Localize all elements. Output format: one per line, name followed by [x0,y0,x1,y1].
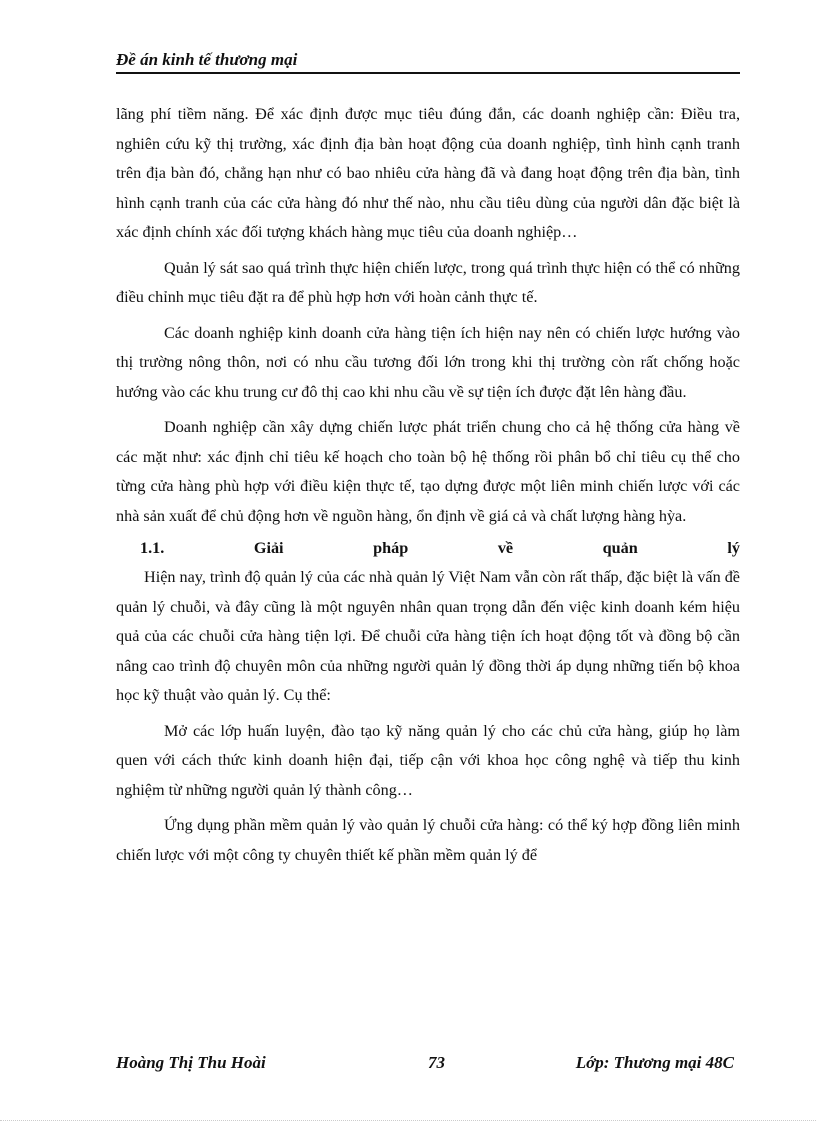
paragraph-7: Ứng dụng phần mềm quản lý vào quản lý chuỗi cửa hàng: có thể ký hợp đồng liên minh chiến lược với một công ty chuyên thiết kế phần mềm quản lý để [116,816,740,864]
page-header [116,50,740,74]
section-heading [116,533,740,563]
footer-page-number: 73 [428,1053,445,1072]
heading-word: lý [727,539,740,557]
section-number: 1.1. [140,539,165,557]
footer-class: Lớp: Thương mại 48C [575,1053,734,1072]
paragraph-3: Các doanh nghiệp kinh doanh cửa hàng tiện ích hiện nay nên có chiến lược hướng vào thị trường nông thôn, nơi có nhu cầu tương đối lớn trong khi thị trường còn rất chống hoặc hướng vào các khu trung cư đô thị cao khi nhu cầu về sự tiện ích được đặt lên hàng đầu. [116,323,740,401]
paragraph-1: lãng phí tiềm năng. Để xác định được mục tiêu đúng đắn, các doanh nghiệp cần: Điều tra, nghiên cứu kỹ thị trường, xác định địa bàn hoạt động của doanh nghiệp, tình hình cạnh tranh trên địa bàn đó, chẳng hạn như có bao nhiêu cửa hàng đã và đang hoạt động trên địa bàn, tình hình cạnh tranh của các cửa hàng đó như thế nào, nhu cầu tiêu dùng của người dân đặc biệt là xác định chính xác đối tượng khách hàng mục tiêu của doanh nghiệp… [116,105,740,241]
footer-author: Hoàng Thị Thu Hoài [116,1053,266,1072]
page-body [116,100,740,870]
paragraph-6: Mở các lớp huấn luyện, đào tạo kỹ năng quản lý cho các chủ cửa hàng, giúp họ làm quen với cách thức kinh doanh hiện đại, tiếp cận với khoa học công nghệ và tiếp thu kinh nghiệm từ những người quản lý thành công… [116,721,740,799]
header-title: Đề án kinh tế thương mại [116,50,298,69]
paragraph-5: Hiện nay, trình độ quản lý của các nhà quản lý Việt Nam vẫn còn rất thấp, đặc biệt là vấn đề quản lý chuỗi, và đây cũng là một nguyên nhân quan trọng dẫn đến việc kinh doanh kém hiệu quả của các chuỗi cửa hàng tiện lợi. Để chuỗi cửa hàng tiện ích hoạt động tốt và đồng bộ cần nâng cao trình độ chuyên môn của những người quản lý đồng thời áp dụng những tiến bộ khoa học kỹ thuật vào quản lý. Cụ thể: [116,568,740,704]
heading-word: về [497,539,514,557]
heading-word: pháp [373,539,409,557]
bottom-divider [0,1120,816,1121]
heading-word: Giải [253,539,284,557]
paragraph-2: Quản lý sát sao quá trình thực hiện chiến lược, trong quá trình thực hiện có thể có những điều chỉnh mục tiêu đặt ra để phù hợp hơn với hoàn cảnh thực tế. [116,258,740,306]
paragraph-4: Doanh nghiệp cần xây dựng chiến lược phát triển chung cho cả hệ thống cửa hàng về các mặt như: xác định chỉ tiêu kế hoạch cho toàn bộ hệ thống rồi phân bổ chỉ tiêu cụ thể cho từng cửa hàng phù hợp với điều kiện thực tế, tạo dựng được một liên minh chiến lược với các nhà sản xuất để chủ động hơn về nguồn hàng, ổn định về giá cả và chất lượng hàng hỳa. [116,418,740,525]
page-footer [116,1053,740,1077]
heading-word: quản [602,539,638,557]
